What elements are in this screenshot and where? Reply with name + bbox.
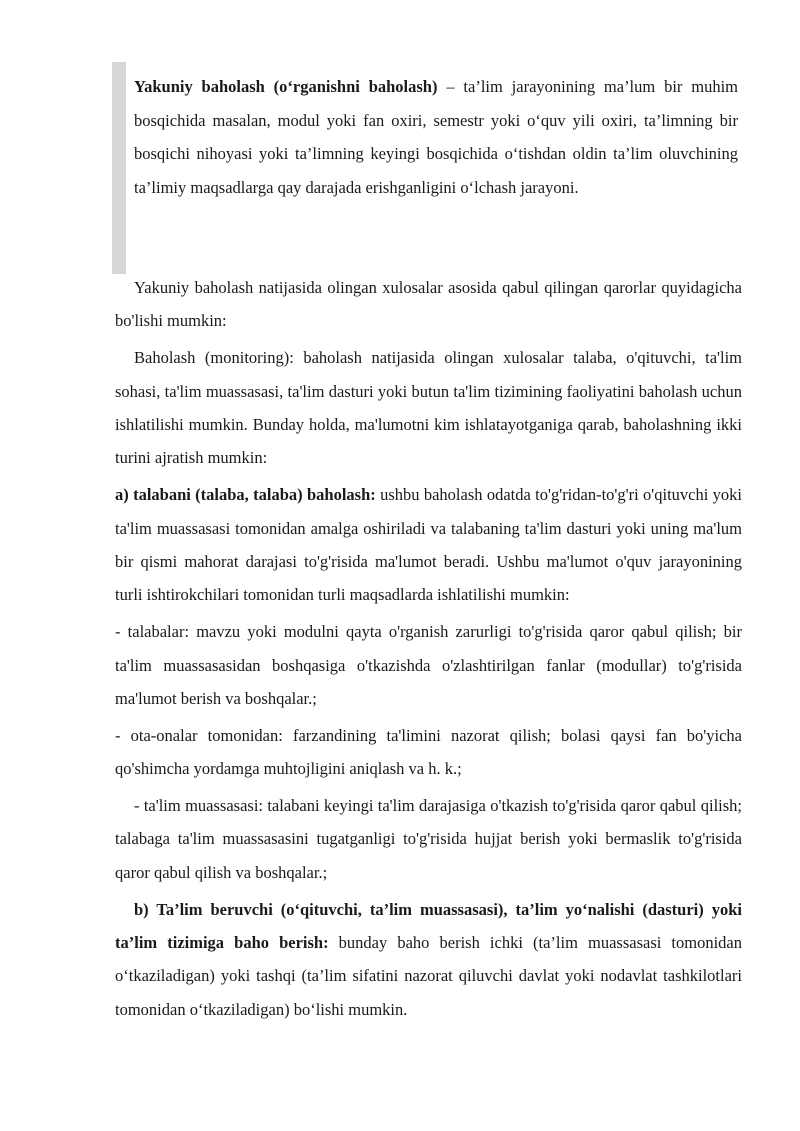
callout-accent-bar (112, 62, 126, 274)
body-text (115, 271, 742, 1030)
paragraph-teacher-assessment-heading: b) Ta’lim beruvchi (o‘qituvchi, ta’lim muassasasi), ta’lim yo‘nalishi (dasturi) yoki ta’lim tizimiga baho berish: (115, 899, 742, 953)
paragraph-student-assessment-heading: a) talabani (talaba, talaba) baholash: (115, 485, 376, 505)
paragraph-student-assessment-text: ushbu baholash odatda to'g'ridan-to'g'ri o'qituvchi yoki ta'lim muassasasi tomonidan amalga oshiriladi va talabaning ta'lim dasturi yoki uning ma'lum bir qismi mahorat darajasi to'g'risida ma'lumot beradi. Ushbu ma'lumot o'quv jarayonining turli ishtirokchilari tomonidan turli maqsadlarda ishlatilishi mumkin: (115, 485, 742, 605)
paragraph-teacher-assessment (115, 893, 742, 1027)
paragraph-student-assessment (115, 478, 742, 612)
list-item-parents: - ota-onalar tomonidan: farzandining ta'limini nazorat qilish; bolasi qaysi fan bo'yicha qo'shimcha yordamga muhtojligini aniqlash va h. k.; (115, 725, 742, 779)
definition-callout (112, 62, 744, 274)
list-item-institution: - ta'lim muassasasi: talabani keyingi ta'lim darajasiga o'tkazish to'g'risida qaror qabul qilish; talabaga ta'lim muassasasini tugatganligi to'g'risida hujjat berish yoki bermaslik to'g'risida qaror qabul qilish va boshqalar.; (115, 796, 742, 882)
paragraph-monitoring: Baholash (monitoring): baholash natijasida olingan xulosalar talaba, o'qituvchi, ta'lim sohasi, ta'lim muassasasi, ta'lim dasturi yoki butun ta'lim tizimining faoliyatini baholash uchun ishlatilishi mumkin. Bunday holda, ma'lumotni kim ishlatayotganiga qarab, baholashning ikki turini ajratish mumkin: (115, 348, 742, 468)
list-item-students: - talabalar: mavzu yoki modulni qayta o'rganish zarurligi to'g'risida qaror qabul qilish; bir ta'lim muassasasidan boshqasiga o'tkazishda o'zlashtirilgan fanlar (modullar) to'g'risida ma'lumot berish va boshqalar.; (115, 622, 742, 709)
paragraph-teacher-assessment-text: bunday baho berish ichki (ta’lim muassasasi tomonidan o‘tkaziladigan) yoki tashqi (ta’lim sifatini nazorat qiluvchi davlat yoki nodavlat tashkilotlari tomonidan o‘tkaziladigan) bo‘lishi mumkin. (115, 933, 742, 1019)
paragraph-intro: Yakuniy baholash natijasida olingan xulosalar asosida qabul qilingan qarorlar quyidagicha bo'lishi mumkin: (115, 278, 742, 331)
callout-text (134, 70, 738, 204)
callout-definition: – ta’lim jarayonining ma’lum bir muhim bosqichida masalan, modul yoki fan oxiri, semestr yoki o‘quv yili oxiri, ta’limning bir bosqichi nihoyasi yoki ta’limning keyingi bosqichida o‘tishdan oldin ta’lim oluvchining ta’limiy maqsadlarga qay darajada erishganligini o‘lchash jarayoni. (134, 77, 738, 197)
callout-term: Yakuniy baholash (o‘rganishni baholash) (134, 77, 438, 96)
